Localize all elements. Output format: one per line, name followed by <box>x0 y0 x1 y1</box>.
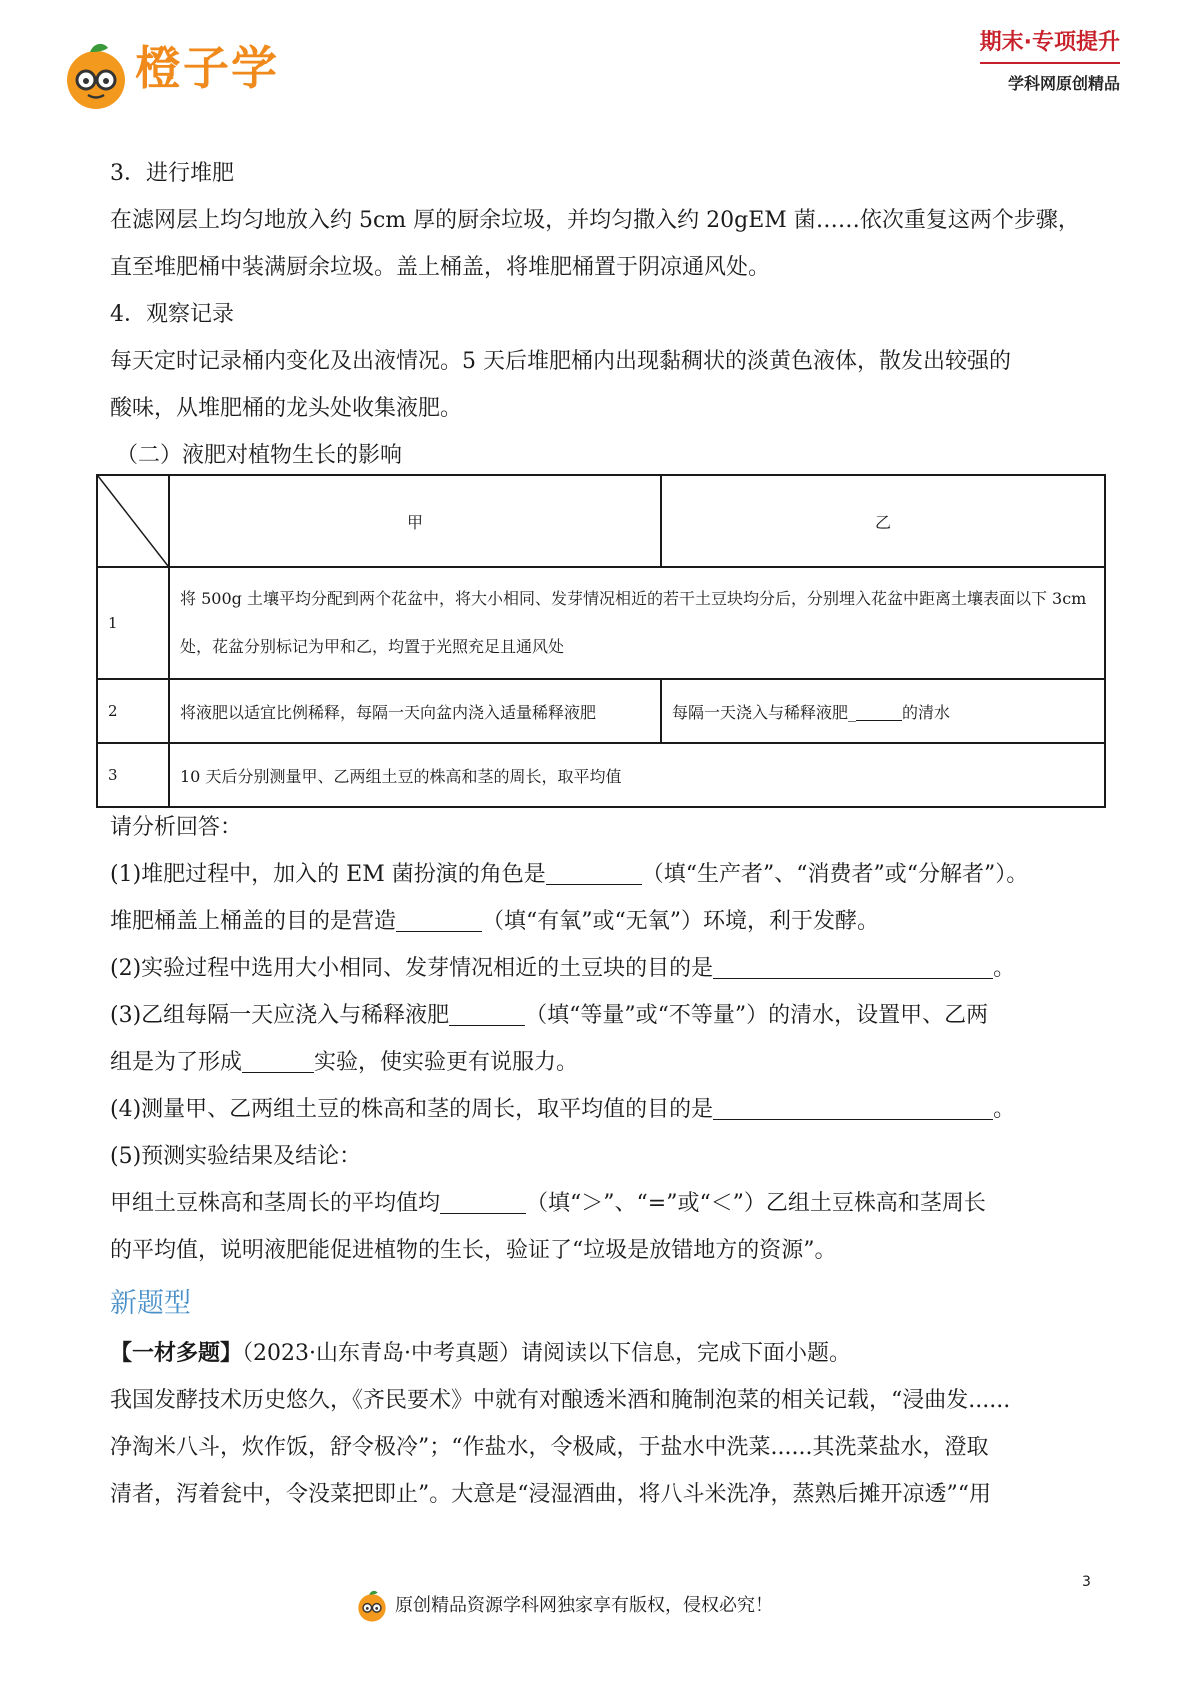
question-text: 。 <box>993 1097 1016 1122</box>
question-text: (4)测量甲、乙两组土豆的株高和茎的周长，取平均值的目的是 <box>110 1097 714 1122</box>
question-3a <box>110 992 1100 1039</box>
question-2 <box>110 945 1100 992</box>
question-4 <box>110 1086 1100 1133</box>
answer-blank <box>449 1001 525 1026</box>
question-5: (5)预测实验结果及结论： <box>110 1144 362 1169</box>
section-title-new-type: 新题型 <box>110 1288 191 1319</box>
paragraph-line: 在滤网层上均匀地放入约 5cm 厚的厨余垃圾，并均匀撒入约 20gEM 菌……依次重复这两个步骤， <box>110 208 1080 233</box>
cell-text: 的清水 <box>902 702 951 722</box>
question-text: （2023·山东青岛·中考真题）请阅读以下信息，完成下面小题。 <box>242 1341 851 1366</box>
question-text: (2)实验过程中选用大小相同、发芽情况相近的土豆块的目的是 <box>110 956 714 981</box>
brand-name: 橙子学 <box>135 41 279 95</box>
question-1a <box>110 851 1100 898</box>
badge-subtitle: 学科网原创精品 <box>1007 74 1120 93</box>
table-header-row <box>97 475 1105 567</box>
paragraph-line: 直至堆肥桶中装满厨余垃圾。盖上桶盖，将堆肥桶置于阴凉通风处。 <box>110 255 771 280</box>
row-number: 2 <box>97 679 169 743</box>
question-text: （填“生产者”、“消费者”或“分解者”）。 <box>641 862 1029 887</box>
footer <box>355 1586 773 1626</box>
question-text: 堆肥桶盖上桶盖的目的是营造 <box>110 909 397 934</box>
paragraph-line: 净淘米八斗，炊作饭，舒令极冷”；“作盐水，令极咸，于盐水中洗菜......其洗菜盐水，澄取 <box>110 1435 989 1460</box>
question-5b: 的平均值，说明液肥能促进植物的生长，验证了“垃圾是放错地方的资源”。 <box>110 1238 837 1263</box>
body-top <box>110 150 1100 479</box>
table-header-a: 甲 <box>169 475 661 567</box>
question-tag: 【一材多题】 <box>110 1340 243 1366</box>
table-row <box>97 743 1105 807</box>
questions-intro: 请分析回答： <box>110 815 243 840</box>
new-type-intro <box>110 1330 1100 1377</box>
answer-blank <box>396 907 482 932</box>
question-text: （填“等量”或“不等量”）的清水，设置甲、乙两 <box>525 1003 989 1028</box>
diagonal-header-cell <box>97 475 169 567</box>
table-cell <box>661 679 1105 743</box>
question-text: 。 <box>993 956 1016 981</box>
question-text: （填“有氧”或“无氧”）环境，利于发酵。 <box>482 909 880 934</box>
table-row <box>97 567 1105 679</box>
answer-blank <box>713 1095 993 1120</box>
question-text: 实验，使实验更有说服力。 <box>314 1050 579 1075</box>
footer-copyright: 原创精品资源学科网独家享有版权，侵权必究！ <box>395 1595 773 1616</box>
question-text: (3)乙组每隔一天应浇入与稀释液肥 <box>110 1003 450 1028</box>
question-text: （填“＞”、“=”或“＜”）乙组土豆株高和茎周长 <box>526 1191 986 1216</box>
answer-blank <box>440 1189 526 1214</box>
table-cell: 将 500g 土壤平均分配到两个花盆中，将大小相同、发芽情况相近的若干土豆块均分后，分别埋入花盆中距离土壤表面以下 3cm 处，花盆分别标记为甲和乙，均置于光照充足且通风处 <box>169 567 1105 679</box>
table-header-b: 乙 <box>661 475 1105 567</box>
question-1b <box>110 898 1100 945</box>
paragraph-line: 酸味，从堆肥桶的龙头处收集液肥。 <box>110 396 463 421</box>
answer-blank <box>242 1048 314 1073</box>
experiment-table <box>96 474 1106 808</box>
orange-mascot-icon <box>355 1589 389 1623</box>
page-number: 3 <box>1082 1574 1091 1590</box>
answer-blank <box>856 704 902 721</box>
paragraph-line: 我国发酵技术历史悠久，《齐民要术》中就有对酿透米酒和腌制泡菜的相关记载，“浸曲发...... <box>110 1388 1011 1413</box>
diagonal-line <box>98 476 168 566</box>
orange-mascot-icon <box>60 40 132 112</box>
section-2-heading: （二）液肥对植物生长的影响 <box>116 443 403 468</box>
answer-blank <box>713 954 993 979</box>
paragraph-line: 清者，泻着瓮中，令没菜把即止”。大意是“浸湿酒曲，将八斗米洗净，蒸熟后摊开凉透”“用 <box>110 1482 991 1507</box>
step-3-heading: 3．进行堆肥 <box>110 161 234 186</box>
header-badge <box>980 28 1120 96</box>
step-4-heading: 4．观察记录 <box>110 302 234 327</box>
row-number: 3 <box>97 743 169 807</box>
question-3b <box>110 1039 1100 1086</box>
badge-title: 期末·专项提升 <box>980 28 1120 64</box>
row-number: 1 <box>97 567 169 679</box>
question-text: (1)堆肥过程中，加入的 EM 菌扮演的角色是 <box>110 862 546 887</box>
cell-text: 每隔一天浇入与稀释液肥_ <box>672 702 857 722</box>
table-row <box>97 679 1105 743</box>
table-cell: 10 天后分别测量甲、乙两组土豆的株高和茎的周长，取平均值 <box>169 743 1105 807</box>
questions-block <box>110 804 1100 1518</box>
question-text: 甲组土豆株高和茎周长的平均值均 <box>110 1191 441 1216</box>
question-5a <box>110 1180 1100 1227</box>
answer-blank <box>546 860 642 885</box>
paragraph-line: 每天定时记录桶内变化及出液情况。5 天后堆肥桶内出现黏稠状的淡黄色液体，散发出较强的 <box>110 349 1011 374</box>
table-cell: 将液肥以适宜比例稀释，每隔一天向盆内浇入适量稀释液肥 <box>169 679 661 743</box>
question-text: 组是为了形成 <box>110 1050 243 1075</box>
